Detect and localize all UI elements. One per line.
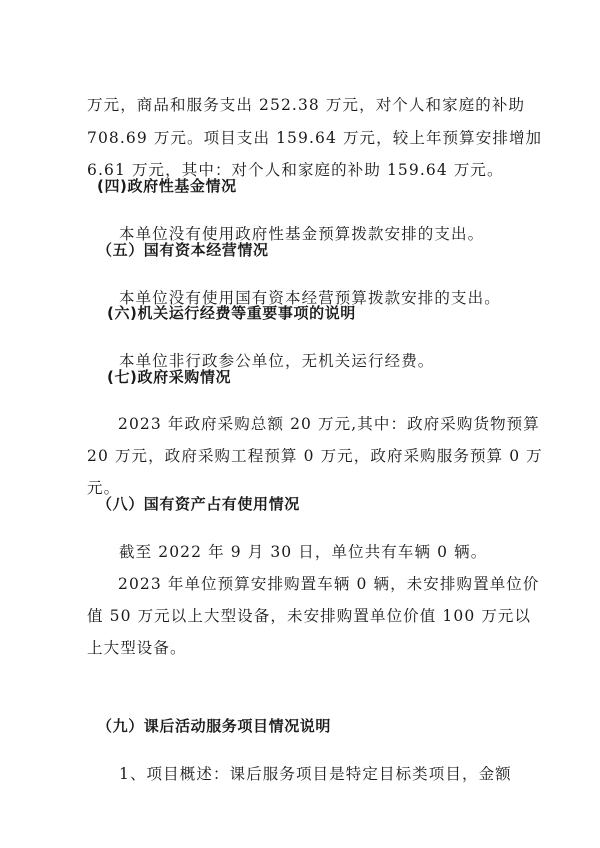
body-text-line: 1、项目概述：课后服务项目是特定目标类项目，金额: [119, 764, 512, 783]
body-text-line: 截至 2022 年 9 月 30 日，单位共有车辆 0 辆。: [119, 542, 488, 561]
body-text-line: 本单位没有使用国有资本经营预算拨款安排的支出。: [119, 288, 501, 307]
section-heading-8: （八）国有资产占有使用情况: [97, 495, 300, 513]
body-text-line: 20 万元，政府采购工程预算 0 万元，政府采购服务预算 0 万: [87, 446, 543, 465]
body-text-line: 2023 年政府采购总额 20 万元,其中：政府采购货物预算: [118, 414, 540, 433]
section-heading-9: （九）课后活动服务项目情况说明: [97, 717, 332, 735]
section-heading-6: (六)机关运行经费等重要事项的说明: [107, 304, 356, 322]
body-text-line: 本单位没有使用政府性基金预算拨款安排的支出。: [119, 224, 485, 243]
body-text-line: 2023 年单位预算安排购置车辆 0 辆，未安排购置单位价: [118, 574, 540, 593]
section-heading-5: （五）国有资本经营情况: [97, 241, 269, 259]
body-text-line: 上大型设备。: [87, 638, 187, 657]
body-text-line: 元。: [87, 478, 121, 497]
section-heading-4: (四)政府性基金情况: [97, 177, 237, 195]
body-text-line: 6.61 万元，其中：对个人和家庭的补助 159.64 万元。: [87, 160, 504, 179]
body-text-line: 本单位非行政参公单位，无机关运行经费。: [119, 351, 435, 370]
body-text-line: 万元，商品和服务支出 252.38 万元，对个人和家庭的补助: [87, 95, 526, 114]
body-text-line: 708.69 万元。项目支出 159.64 万元，较上年预算安排增加: [87, 128, 543, 147]
section-heading-7: (七)政府采购情况: [107, 368, 232, 386]
body-text-line: 值 50 万元以上大型设备，未安排购置单位价值 100 万元以: [87, 606, 532, 625]
